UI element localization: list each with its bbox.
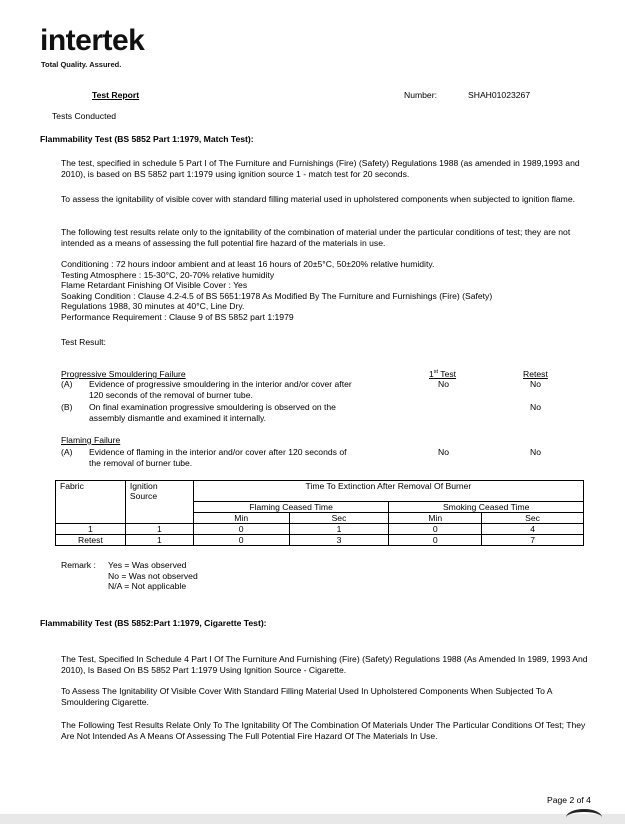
- report-title: Test Report: [92, 90, 140, 100]
- ff-heading: Flaming Failure: [61, 435, 121, 445]
- ff-a-text: Evidence of flaming in the interior and/or cover after 120 seconds of the removal of burner tube.: [89, 447, 347, 468]
- remark-na: N/A = Not applicable: [108, 581, 187, 592]
- row-flaming-min: 0: [193, 524, 289, 535]
- flaming-ceased-header: Flaming Ceased Time: [193, 502, 389, 513]
- match-test-para-2: To assess the ignitability of visible cover with standard filling material used in upholstered components when subjected to ignition flame.: [61, 194, 575, 204]
- psf-b-retest-value: No: [530, 402, 541, 412]
- bottom-bar: [0, 814, 625, 824]
- remark-yes: Yes = Was observed: [108, 560, 187, 570]
- report-number-label: Number:: [404, 90, 437, 100]
- flaming-min-header: Min: [193, 513, 289, 524]
- condition-line: Performance Requirement : Clause 9 of BS 5852 part 1:1979: [61, 311, 294, 322]
- row-smoking-min: 0: [389, 535, 482, 546]
- fabric-header: Fabric: [56, 481, 126, 524]
- results-table: [55, 480, 584, 546]
- condition-line: Conditioning : 72 hours indoor ambient and at least 16 hours of 20±5°C, 50±20% relative humidity.: [61, 259, 435, 269]
- condition-line: Flame Retardant Finishing Of Visible Cover : Yes: [61, 280, 248, 291]
- match-test-para-3: The following test results relate only to the ignitability of the combination of material under the particular conditions of test; they are not intended as a means of assessing the full potential fire hazard of the materials in use.: [61, 227, 571, 248]
- cigarette-test-para-2: To Assess The Ignitability Of Visible Cover With Standard Filling Material Used In Upholstered Components When Subjected To A Smouldering Cigarette.: [61, 686, 553, 707]
- cigarette-test-para-1: The Test, Specified In Schedule 4 Part I Of The Furniture And Furnishing (Fire) (Safety) Regulations 1988 (As Amended In 1989, 1993 And 2010), Is Based On BS 5852 Part 1:1979 Using Ignition Source - Cigarette.: [61, 654, 588, 675]
- ff-a-first-value: No: [438, 447, 449, 457]
- psf-a-retest-value: No: [530, 379, 541, 389]
- ff-a-retest-value: No: [530, 447, 541, 457]
- remark-list: [108, 560, 198, 592]
- footer-arc-decoration: [566, 809, 602, 826]
- row-smoking-min: 0: [389, 524, 482, 535]
- row-flaming-sec: 3: [289, 535, 389, 546]
- condition-line: Soaking Condition : Clause 4.2-4.5 of BS 5651:1978 As Modified By The Furniture and Furnishings (Fire) (Safety): [61, 290, 493, 301]
- ignition-source-header: Ignition Source: [125, 481, 193, 524]
- match-test-para-1: The test, specified in schedule 5 Part I of The Furniture and Furnishings (Fire) (Safety) Regulations 1988 (as amended in 1989,1993 and 2010), is based on BS 5852 part 1:1979 using ignition source 1 - match test for 20 seconds.: [61, 158, 580, 179]
- conditions-block: [61, 259, 601, 323]
- psf-a-text: Evidence of progressive smouldering in the interior and/or cover after 120 seconds of the removal of burner tube.: [89, 379, 352, 400]
- row-flaming-sec: 1: [289, 524, 389, 535]
- cigarette-test-heading: Flammability Test (BS 5852:Part 1:1979, Cigarette Test):: [40, 618, 267, 628]
- smoking-ceased-header: Smoking Ceased Time: [389, 502, 584, 513]
- psf-a-first-value: No: [438, 379, 449, 389]
- logo-tagline: Total Quality. Assured.: [41, 60, 122, 69]
- page-number: Page 2 of 4: [547, 795, 591, 805]
- row-flaming-min: 0: [193, 535, 289, 546]
- table-row: [56, 535, 584, 546]
- intertek-logo: intertek: [40, 24, 145, 57]
- smoking-min-header: Min: [389, 513, 482, 524]
- ff-a-label: (A): [61, 447, 73, 457]
- row-smoking-sec: 7: [482, 535, 584, 546]
- row-source: 1: [125, 535, 193, 546]
- first-test-header: 1st Test: [429, 369, 457, 379]
- tests-conducted-label: Tests Conducted: [52, 111, 117, 121]
- table-row: [56, 524, 584, 535]
- remark-no: No = Was not observed: [108, 570, 198, 581]
- retest-header: Retest: [523, 369, 548, 379]
- row-source: 1: [125, 524, 193, 535]
- condition-line: Testing Atmosphere : 15-30°C, 20-70% relative humidity: [61, 269, 275, 280]
- time-to-extinction-header: Time To Extinction After Removal Of Burner: [193, 481, 583, 502]
- psf-b-text: On final examination progressive smouldering is observed on the assembly dismantle and examined it internally.: [89, 402, 336, 423]
- psf-heading: Progressive Smouldering Failure: [61, 369, 186, 379]
- test-result-label: Test Result:: [61, 337, 106, 347]
- smoking-sec-header: Sec: [482, 513, 584, 524]
- row-fabric: 1: [56, 524, 126, 535]
- cigarette-test-para-3: The Following Test Results Relate Only To The Ignitability Of The Combination Of Materials Under The Particular Conditions Of Test; They Are Not Intended As A Means Of Assessing The Full Potential Fire Hazard Of The Materials In Use.: [61, 720, 586, 741]
- remark-label: Remark :: [61, 560, 96, 570]
- row-smoking-sec: 4: [482, 524, 584, 535]
- psf-b-label: (B): [61, 402, 73, 412]
- report-number-value: SHAH01023267: [468, 90, 531, 100]
- match-test-heading: Flammability Test (BS 5852 Part 1:1979, Match Test):: [40, 134, 254, 144]
- flaming-sec-header: Sec: [289, 513, 389, 524]
- condition-line: Regulations 1988, 30 minutes at 40°C, Line Dry.: [61, 301, 245, 312]
- psf-a-label: (A): [61, 379, 73, 389]
- row-fabric: Retest: [56, 535, 126, 546]
